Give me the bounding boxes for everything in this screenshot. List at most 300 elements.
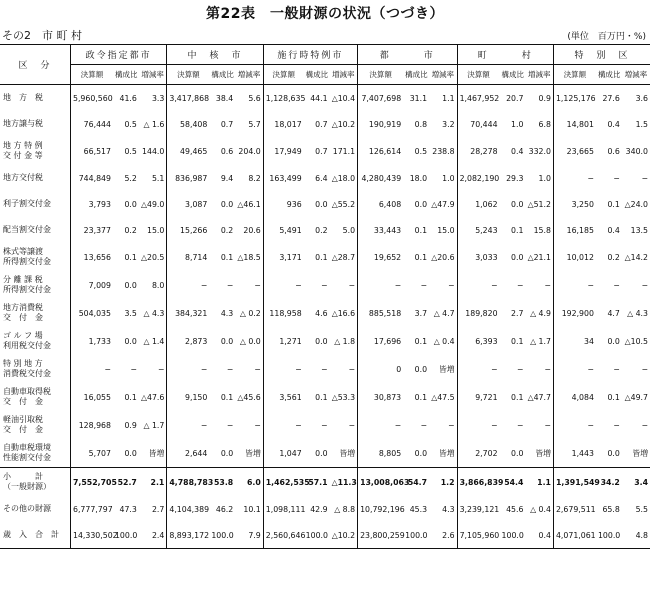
table-cell: 1,271: [263, 327, 303, 355]
table-cell: 0.0: [607, 448, 620, 458]
row-label: [0, 111, 70, 137]
table-cell: 118,958: [263, 299, 303, 327]
table-cell: 4.8: [635, 530, 648, 540]
table-cell: 23,377: [70, 217, 112, 243]
table-cell: 皆増: [535, 448, 551, 458]
row-label-text: ゴ ル フ 場 利用税交付金: [3, 331, 51, 350]
table-cell: 1,062: [457, 191, 499, 217]
table-cell: −: [516, 364, 524, 374]
table-cell: −: [167, 355, 209, 383]
table-cell: 0.0: [414, 364, 428, 374]
table-cell: 2.4: [151, 530, 165, 540]
table-cell: −: [457, 271, 499, 299]
table-cell: 0.5: [124, 119, 137, 129]
table-cell: 6.0: [235, 468, 263, 497]
table-cell: 0.4: [538, 530, 551, 540]
table-cell: △ 1.4: [143, 336, 165, 346]
table-cell: 27.6: [602, 93, 620, 103]
table-cell: 3,250: [553, 191, 595, 217]
table-cell: △18.5: [237, 252, 261, 262]
table-cell: 0.1: [414, 225, 428, 235]
table-cell: 46.2: [215, 504, 234, 514]
table-cell: 15.8: [533, 225, 551, 235]
page-title: 第22表 一般財源の状況（つづき）: [206, 6, 444, 22]
row-label: [0, 137, 70, 165]
column-header: 増減率: [622, 65, 650, 85]
table-cell: −: [226, 280, 234, 290]
table-cell: 3,793: [70, 191, 112, 217]
table-cell: 6.4: [315, 173, 328, 183]
table-row: [0, 468, 650, 497]
row-label: [0, 299, 70, 327]
table-cell: −: [448, 280, 455, 290]
table-cell: 31.1: [409, 93, 428, 103]
table-cell: 144.0: [142, 146, 165, 156]
table-cell: 1.0: [511, 119, 524, 129]
table-cell: 0.1: [414, 336, 428, 346]
table-cell: △49.0: [141, 199, 165, 209]
table-cell: 0.4: [511, 146, 524, 156]
table-cell: 6,393: [457, 327, 499, 355]
table-cell: 4.7: [607, 308, 620, 318]
table-cell: 54.4: [500, 468, 526, 497]
row-label-text: 地 方 特 例 交 付 金 等: [3, 141, 43, 160]
table-cell: △ 1.7: [530, 336, 551, 346]
table-cell: 0.1: [315, 252, 328, 262]
table-cell: 0.4: [607, 225, 620, 235]
table-cell: △ 0.4: [433, 336, 455, 346]
table-row: [0, 327, 650, 355]
table-cell: 0.8: [414, 119, 428, 129]
table-cell: −: [553, 271, 595, 299]
table-cell: 836,987: [167, 165, 209, 191]
table-cell: 3.6: [635, 93, 648, 103]
table-cell: △55.2: [331, 199, 356, 209]
table-cell: 0.0: [124, 280, 137, 290]
table-row: [0, 243, 650, 271]
group-header: 町 村: [457, 45, 553, 65]
table-cell: 0.0: [607, 336, 620, 346]
row-label-text: その他の財源: [3, 504, 51, 513]
table-cell: 3,417,868: [167, 85, 209, 112]
table-cell: 1.0: [442, 173, 455, 183]
table-cell: 1,098,111: [263, 496, 303, 522]
table-cell: 9,721: [457, 383, 499, 411]
table-cell: −: [321, 280, 328, 290]
table-cell: △47.6: [141, 392, 165, 402]
table-cell: 2,560,646: [263, 522, 303, 549]
table-cell: △ 0.2: [239, 308, 261, 318]
table-cell: 100.0: [305, 530, 328, 540]
table-cell: △18.0: [331, 173, 356, 183]
table-cell: 10,792,196: [358, 496, 404, 522]
table-cell: 340.0: [625, 146, 648, 156]
table-cell: 53.8: [209, 468, 235, 497]
table-cell: 2,679,511: [553, 496, 595, 522]
table-cell: 7,407,698: [358, 85, 404, 112]
table-cell: 6,408: [358, 191, 404, 217]
table-cell: 6.8: [538, 119, 551, 129]
table-cell: 15.0: [437, 225, 455, 235]
table-cell: 3,239,121: [457, 496, 499, 522]
table-cell: −: [516, 280, 524, 290]
table-cell: 885,518: [358, 299, 404, 327]
table-cell: △10.2: [331, 119, 356, 129]
row-label: [0, 217, 70, 243]
table-cell: 0.0: [511, 252, 524, 262]
table-cell: 5,707: [70, 439, 112, 468]
row-label-text: 利子割交付金: [3, 199, 51, 208]
table-cell: 2,873: [167, 327, 209, 355]
table-cell: △ 4.7: [433, 308, 455, 318]
table-cell: −: [348, 364, 356, 374]
row-label: [0, 243, 70, 271]
table-cell: 18.0: [409, 173, 428, 183]
table-cell: 384,321: [167, 299, 209, 327]
table-cell: 0.5: [414, 146, 428, 156]
table-cell: −: [348, 420, 356, 430]
table-cell: 52.7: [113, 468, 139, 497]
table-cell: △28.7: [331, 252, 356, 262]
table-cell: 0.1: [315, 392, 328, 402]
table-cell: −: [544, 280, 551, 290]
table-cell: 3.5: [124, 308, 137, 318]
table-cell: 3.4: [622, 468, 650, 497]
table-cell: 1,128,635: [263, 85, 303, 112]
table-cell: 1,443: [553, 439, 595, 468]
column-header: 決算額: [457, 65, 499, 85]
table-cell: 1,125,176: [553, 85, 595, 112]
table-row: [0, 355, 650, 383]
table-cell: 3,087: [167, 191, 209, 217]
column-header: 構成比: [596, 65, 622, 85]
table-cell: 6,777,797: [70, 496, 112, 522]
table-cell: −: [448, 420, 455, 430]
table-cell: 0.1: [511, 225, 524, 235]
table-row: [0, 85, 650, 112]
table-cell: 744,849: [70, 165, 112, 191]
table-cell: −: [613, 173, 620, 183]
table-cell: △46.1: [237, 199, 261, 209]
table-row: [0, 111, 650, 137]
table-cell: 10.1: [243, 504, 261, 514]
table-row: [0, 271, 650, 299]
row-label-text: 株式等譲渡 所得割交付金: [3, 247, 51, 266]
table-row: [0, 439, 650, 468]
table-cell: 0.0: [511, 199, 524, 209]
table-cell: 2.6: [442, 530, 455, 540]
row-label: [0, 522, 70, 549]
table-cell: △10.4: [331, 93, 356, 103]
table-cell: 0.2: [220, 225, 234, 235]
table-cell: 皆増: [148, 448, 165, 458]
table-cell: 5,960,560: [70, 85, 112, 112]
table-cell: −: [321, 364, 328, 374]
row-label: [0, 468, 70, 497]
table-cell: 7.9: [248, 530, 261, 540]
table-cell: 1,391,549: [553, 468, 595, 497]
table-row: [0, 165, 650, 191]
table-cell: 4,280,439: [358, 165, 404, 191]
table-cell: −: [553, 411, 595, 439]
table-cell: −: [263, 271, 303, 299]
table-body: [0, 85, 650, 549]
table-cell: 2,644: [167, 439, 209, 468]
table-cell: −: [553, 165, 595, 191]
table-cell: 0.1: [511, 336, 524, 346]
table-cell: 皆増: [438, 448, 455, 458]
table-cell: 4,104,389: [167, 496, 209, 522]
table-cell: 5.5: [635, 504, 648, 514]
row-label: [0, 496, 70, 522]
row-label: [0, 165, 70, 191]
group-header: 特 別 区: [553, 45, 650, 65]
table-cell: △51.2: [527, 199, 551, 209]
table-cell: 0.2: [315, 225, 328, 235]
table-cell: 126,614: [358, 137, 404, 165]
table-row: [0, 191, 650, 217]
table-cell: 0.9: [538, 93, 551, 103]
table-cell: 100.0: [597, 530, 621, 540]
table-cell: 3,866,839: [457, 468, 499, 497]
column-header: 増減率: [429, 65, 457, 85]
table-cell: −: [254, 364, 261, 374]
table-cell: 0.1: [220, 252, 234, 262]
table-cell: 4.3: [220, 308, 234, 318]
column-header: 構成比: [209, 65, 235, 85]
table-cell: 3,561: [263, 383, 303, 411]
table-cell: △24.0: [624, 199, 648, 209]
table-cell: △45.6: [237, 392, 261, 402]
table-cell: 7,552,705: [70, 468, 112, 497]
table-cell: △ 4.3: [143, 308, 165, 318]
table-cell: 0.7: [315, 146, 328, 156]
group-header: 施行時特例市: [263, 45, 357, 65]
table-cell: 10,012: [553, 243, 595, 271]
table-cell: 4,084: [553, 383, 595, 411]
table-cell: 0.2: [607, 252, 620, 262]
row-label-text: 地方交付税: [3, 173, 43, 182]
table-cell: −: [544, 420, 551, 430]
table-cell: 5.0: [342, 225, 356, 235]
table-cell: −: [641, 420, 648, 430]
table-cell: 3.7: [414, 308, 428, 318]
table-cell: −: [516, 420, 524, 430]
table-cell: 5.6: [248, 93, 261, 103]
table-cell: 0.0: [315, 336, 328, 346]
table-cell: 49,465: [167, 137, 209, 165]
table-cell: 1,467,952: [457, 85, 499, 112]
column-header: 構成比: [403, 65, 429, 85]
table-cell: △ 1.6: [143, 119, 165, 129]
row-label: [0, 85, 70, 112]
column-header: 増減率: [525, 65, 553, 85]
table-cell: 0.1: [124, 252, 137, 262]
table-cell: 0.0: [124, 336, 137, 346]
table-cell: −: [457, 411, 499, 439]
table-cell: 0.9: [124, 420, 137, 430]
table-cell: 100.0: [501, 530, 524, 540]
table-cell: 7,105,960: [457, 522, 499, 549]
table-cell: −: [420, 280, 428, 290]
table-cell: 66,517: [70, 137, 112, 165]
table-cell: 8,893,172: [167, 522, 209, 549]
table-cell: △20.6: [431, 252, 455, 262]
row-label-text: 配当割交付金: [3, 225, 51, 234]
column-header: 決算額: [263, 65, 303, 85]
table-cell: 5,491: [263, 217, 303, 243]
table-cell: 204.0: [238, 146, 261, 156]
table-cell: −: [641, 364, 648, 374]
table-cell: 171.1: [332, 146, 356, 156]
table-cell: 1,733: [70, 327, 112, 355]
table-cell: 0.1: [607, 199, 620, 209]
table-cell: −: [226, 420, 234, 430]
table-cell: 0.4: [607, 119, 620, 129]
table-cell: 163,499: [263, 165, 303, 191]
table-cell: 皆増: [245, 448, 261, 458]
table-cell: −: [553, 355, 595, 383]
table-row: [0, 299, 650, 327]
column-header: 増減率: [139, 65, 167, 85]
table-cell: △ 0.0: [239, 336, 261, 346]
table-cell: 47.3: [119, 504, 137, 514]
table-cell: 2,082,190: [457, 165, 499, 191]
table-cell: −: [613, 364, 620, 374]
column-header: 決算額: [358, 65, 404, 85]
table-cell: △ 8.8: [334, 504, 356, 514]
table-cell: △49.7: [624, 392, 648, 402]
table-cell: 0.0: [414, 448, 428, 458]
table-cell: 3,033: [457, 243, 499, 271]
table-cell: 4,788,783: [167, 468, 209, 497]
table-cell: 34: [553, 327, 595, 355]
table-cell: 16,055: [70, 383, 112, 411]
row-label: [0, 327, 70, 355]
table-cell: 18,017: [263, 111, 303, 137]
table-cell: −: [457, 355, 499, 383]
table-cell: 0.7: [315, 119, 328, 129]
row-label-text: 自動車取得税 交 付 金: [3, 387, 51, 406]
row-label-text: 分 離 課 税 所得割交付金: [3, 275, 51, 294]
table-cell: 38.4: [215, 93, 234, 103]
group-header: 都 市: [358, 45, 458, 65]
table-cell: 20.6: [243, 225, 261, 235]
table-cell: −: [254, 280, 261, 290]
table-cell: 16,185: [553, 217, 595, 243]
table-cell: 4.6: [315, 308, 328, 318]
table-cell: 2,702: [457, 439, 499, 468]
header-column-row: [0, 65, 650, 85]
table-cell: 0.7: [220, 119, 234, 129]
table-cell: 0.1: [607, 392, 620, 402]
table-cell: △10.5: [624, 336, 648, 346]
kubun-header: 区 分: [0, 45, 70, 85]
row-label-text: 自動車税環境 性能割交付金: [3, 443, 51, 462]
table-cell: △47.5: [431, 392, 455, 402]
table-cell: 8,805: [358, 439, 404, 468]
table-cell: 0.0: [220, 448, 234, 458]
table-cell: 128,968: [70, 411, 112, 439]
table-cell: 0.0: [414, 199, 428, 209]
table-cell: −: [358, 271, 404, 299]
table-cell: 0.0: [220, 199, 234, 209]
table-cell: −: [641, 280, 648, 290]
table-cell: 2.7: [511, 308, 524, 318]
table-cell: −: [613, 280, 620, 290]
table-cell: −: [613, 420, 620, 430]
table-cell: 8.0: [151, 280, 165, 290]
subtitle: その2 市 町 村: [2, 29, 82, 42]
table-cell: 29.3: [506, 173, 524, 183]
table-cell: 28,278: [457, 137, 499, 165]
table-cell: 0.0: [511, 448, 524, 458]
table-cell: 皆増: [632, 448, 648, 458]
table-cell: 192,900: [553, 299, 595, 327]
table-cell: 14,801: [553, 111, 595, 137]
table-cell: −: [167, 411, 209, 439]
table-cell: 8,714: [167, 243, 209, 271]
table-cell: 7,009: [70, 271, 112, 299]
table-cell: △ 4.3: [627, 308, 648, 318]
table-cell: 皆増: [438, 364, 455, 374]
header-group-row: [0, 45, 650, 65]
table-cell: 30,873: [358, 383, 404, 411]
table-cell: 1.1: [525, 468, 553, 497]
row-label: [0, 355, 70, 383]
column-header: 決算額: [553, 65, 595, 85]
table-cell: 17,696: [358, 327, 404, 355]
table-cell: △11.3: [330, 468, 358, 497]
row-label: [0, 383, 70, 411]
column-header: 増減率: [235, 65, 263, 85]
table-cell: −: [641, 173, 648, 183]
table-cell: 45.3: [409, 504, 428, 514]
row-label-text: 特 別 地 方 消費税交付金: [3, 359, 51, 378]
unit-note: (単位 百万円・%): [567, 32, 646, 42]
table-cell: 190,919: [358, 111, 404, 137]
table-cell: 5,243: [457, 217, 499, 243]
table-cell: △47.9: [431, 199, 455, 209]
row-label: [0, 191, 70, 217]
table-cell: △ 1.7: [143, 420, 165, 430]
table-cell: 936: [263, 191, 303, 217]
table-cell: 20.7: [506, 93, 524, 103]
finance-table: [0, 44, 650, 549]
table-cell: 0: [358, 355, 404, 383]
table-cell: 13,656: [70, 243, 112, 271]
row-label-text: 地 方 税: [3, 93, 43, 102]
table-cell: 42.9: [310, 504, 328, 514]
table-cell: 41.6: [119, 93, 137, 103]
table-cell: 4,071,061: [553, 522, 595, 549]
table-row: [0, 522, 650, 549]
table-row: [0, 411, 650, 439]
table-cell: −: [544, 364, 551, 374]
row-label: [0, 271, 70, 299]
row-label-text: 歳 入 合 計: [3, 530, 59, 539]
table-cell: 33,443: [358, 217, 404, 243]
table-cell: 5.1: [151, 173, 165, 183]
table-cell: −: [157, 364, 165, 374]
table-cell: 0.1: [220, 392, 234, 402]
table-cell: 54.7: [403, 468, 429, 497]
table-cell: 100.0: [405, 530, 428, 540]
column-header: 構成比: [500, 65, 526, 85]
table-cell: −: [167, 271, 209, 299]
table-cell: −: [358, 411, 404, 439]
table-cell: 0.1: [511, 392, 524, 402]
